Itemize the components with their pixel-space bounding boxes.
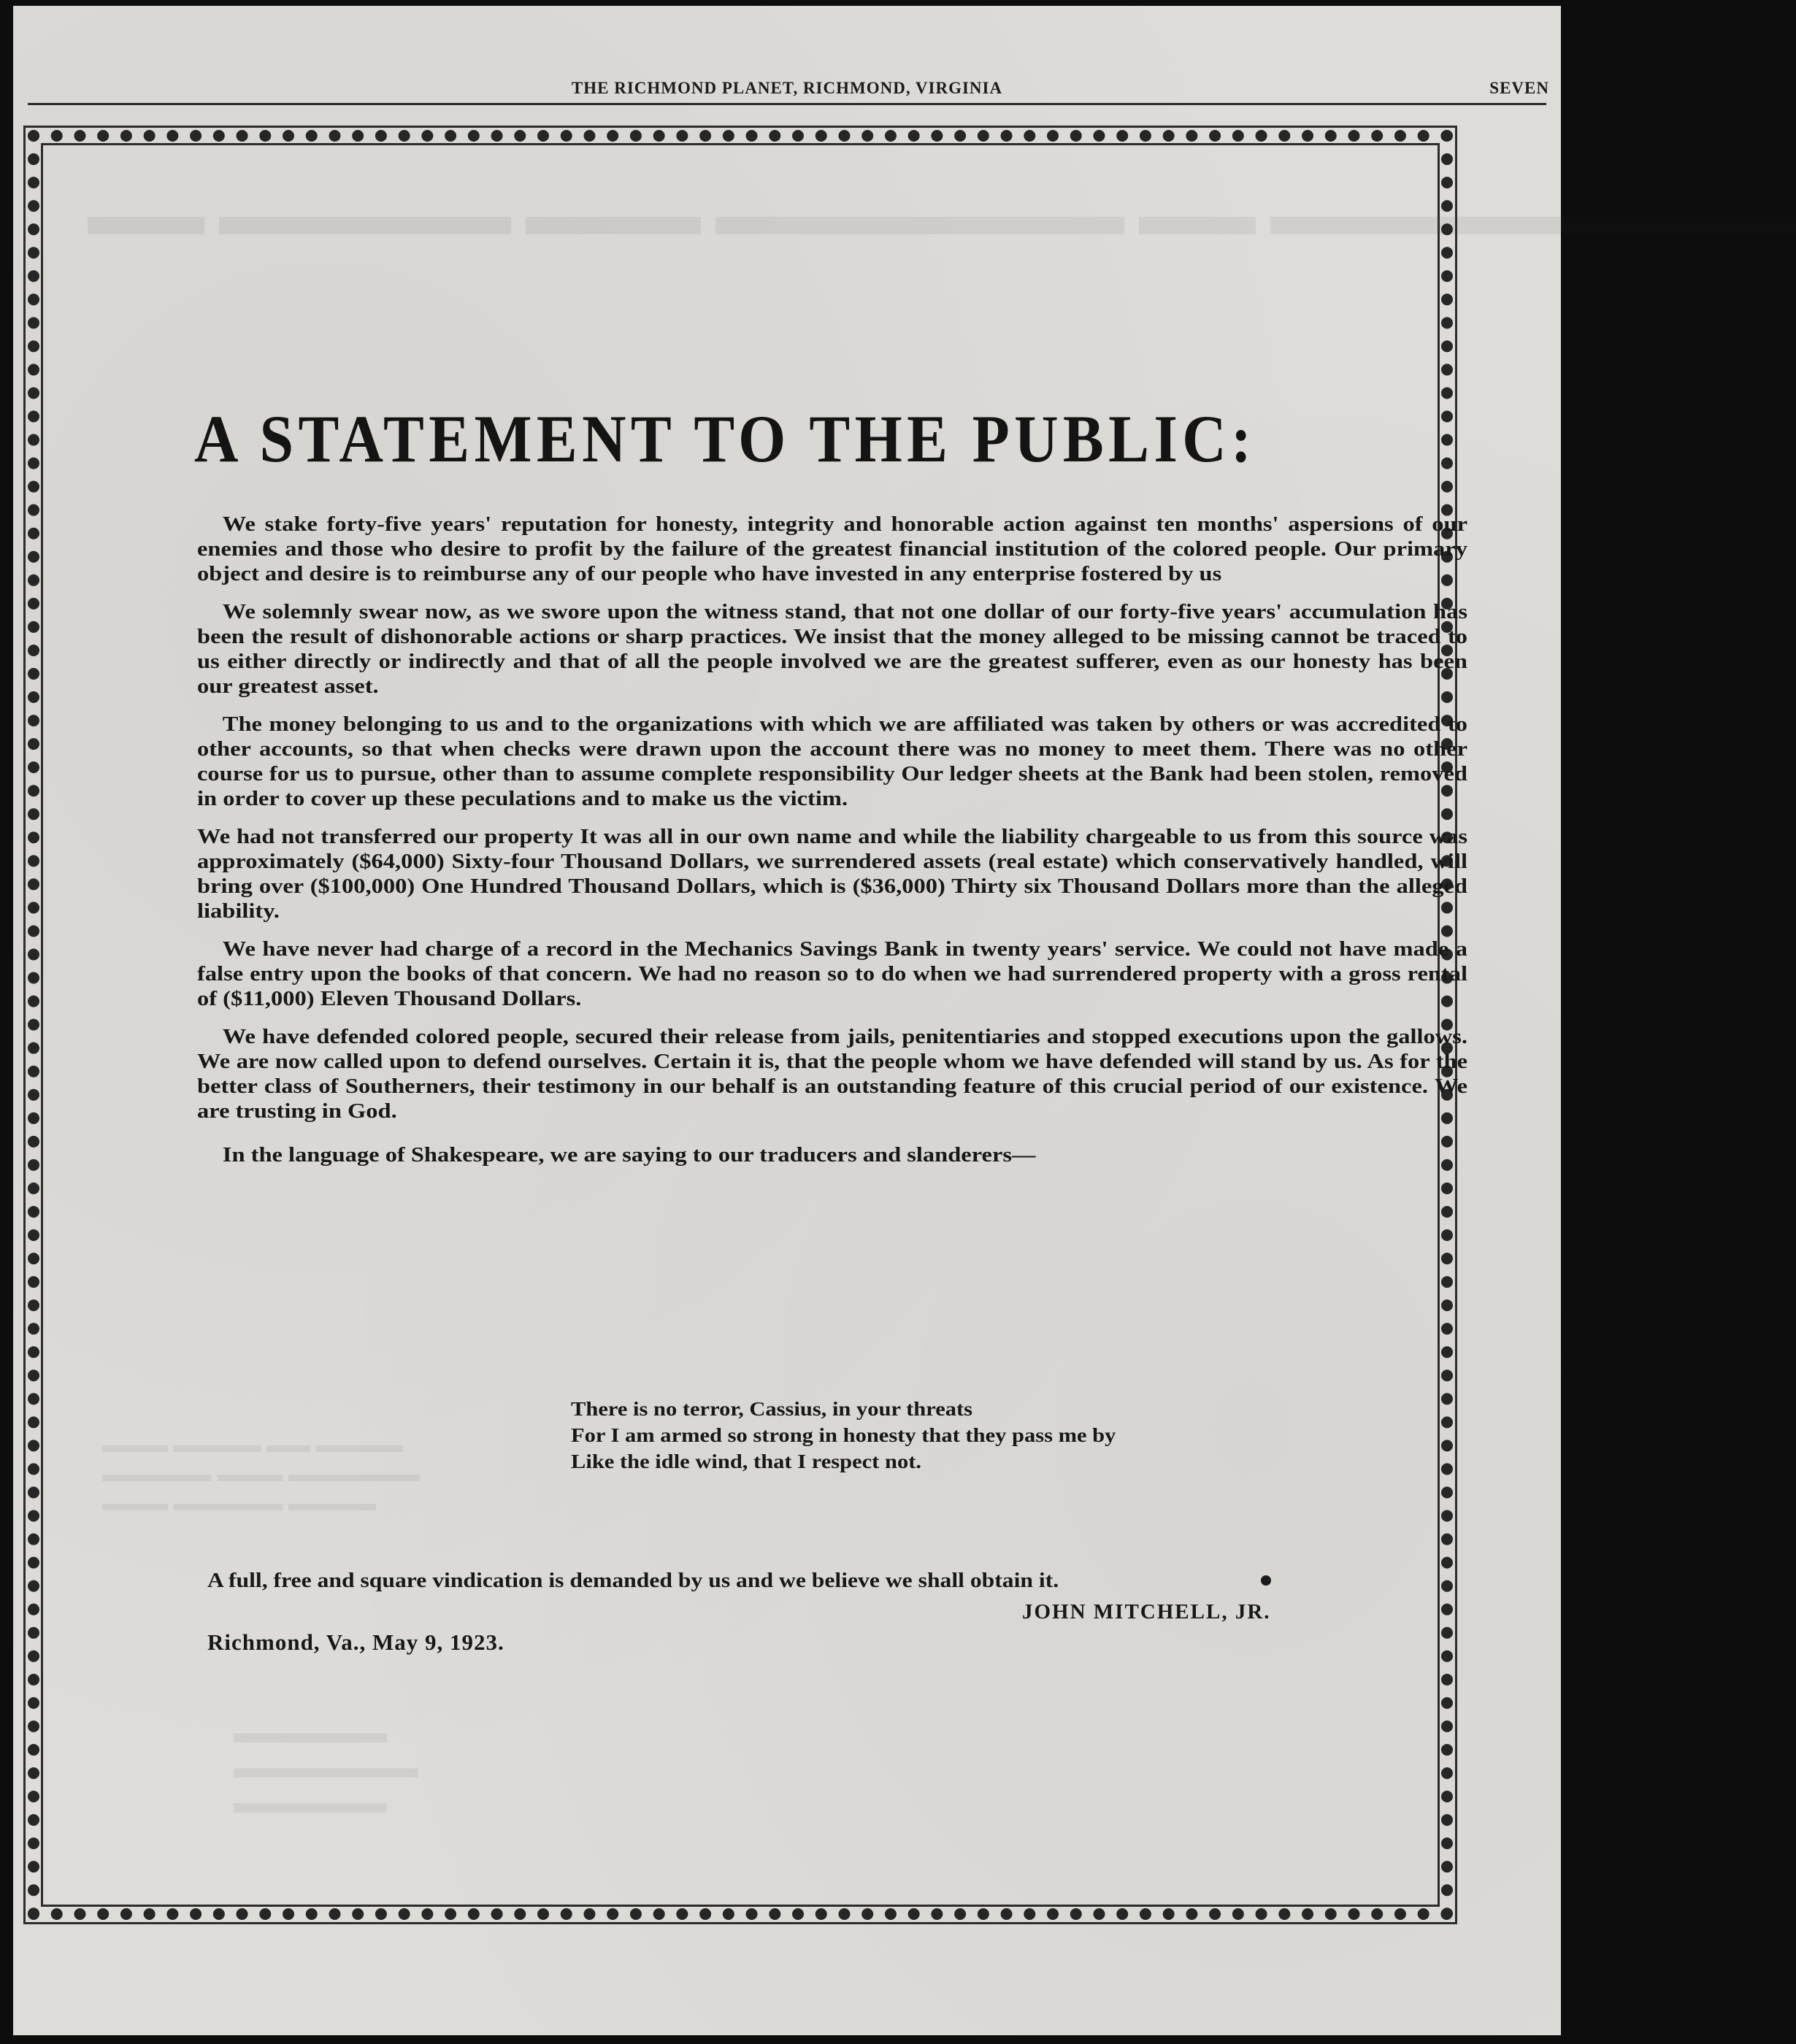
- closing-statement: A full, free and square vindication is demanded by us and we believe we shall obtain it.: [207, 1570, 1059, 1592]
- paragraph: We stake forty-five years' reputation for honesty, integrity and honorable action against ten months' aspersions of our enemies and those who desire to profit by the failure of the greatest financial institution of the colored people. Our primary object and desire is to reimburse any of our people who have invested in any enterprise fostered by us: [197, 513, 1467, 585]
- paragraph: We solemnly swear now, as we swore upon the witness stand, that not one dollar of our forty-five years' accumulation has been the result of dishonorable actions or sharp practices. We insist that the money alleged to be missing cannot be traced to us either directly or indirectly and that of all the people involved we are the greatest sufferer, even as our honesty has been our greatest asset.: [197, 601, 1467, 698]
- running-head: THE RICHMOND PLANET, RICHMOND, VIRGINIA: [571, 79, 1003, 97]
- page-number: SEVEN: [1489, 79, 1549, 97]
- header-rule: [28, 103, 1546, 105]
- paragraph: The money belonging to us and to the organizations with which we are affiliated was taken by others or was accredited to other accounts, so that when checks were drawn upon the account there was no money to meet them. There was no other course for us to pursue, other than to assume complete responsibility Our ledger sheets at the Bank had been stolen, removed in order to cover up these peculations and to make us the victim.: [197, 713, 1467, 810]
- paragraph: We had not transferred our property It was all in our own name and while the liability chargeable to us from this source was approximately ($64,000) Sixty-four Thousand Dollars, we surrendered assets (real estate) which conservatively handled, will bring over ($100,000) One Hundred Thousand Dollars, which is ($36,000) Thirty six Thousand Dollars more than the alleged liability.: [197, 826, 1467, 923]
- quote-line: For I am armed so strong in honesty that they pass me by: [571, 1424, 1116, 1446]
- bleed-through-text: ▬▬▬ ▬▬▬▬ ▬▬ ▬▬▬▬ ▬▬▬▬▬ ▬▬▬ ▬▬▬▬▬▬ ▬▬▬ ▬▬▬▬▬ ▬▬▬▬: [102, 1433, 420, 1515]
- ad-body: [197, 512, 1467, 1181]
- bleed-through-text: ▬▬▬▬▬ ▬▬▬▬▬▬ ▬▬▬▬▬: [234, 1716, 418, 1820]
- bleed-through-text: ▬▬ ▬▬▬▬▬ ▬▬▬ ▬▬▬▬▬▬▬ ▬▬ ▬▬▬▬▬▬▬▬▬: [88, 183, 1796, 247]
- signature: JOHN MITCHELL, JR.: [1022, 1600, 1271, 1624]
- shakespeare-quote: [571, 1396, 1116, 1475]
- shakespeare-lead: In the language of Shakespeare, we are saying to our traducers and slanderers—: [222, 1144, 1036, 1167]
- dateline: Richmond, Va., May 9, 1923.: [207, 1629, 504, 1655]
- quote-line: Like the idle wind, that I respect not.: [571, 1451, 921, 1472]
- ink-blot: [1261, 1575, 1271, 1586]
- quote-line: There is no terror, Cassius, in your threats: [571, 1398, 973, 1420]
- paragraph: We have defended colored people, secured their release from jails, penitentiaries and stopped executions upon the gallows. We are now called upon to defend ourselves. Certain it is, that the people whom we have defended will stand by us. As for the better class of Southerners, their testimony in our behalf is an outstanding feature of this crucial period of our existence. We are trusting in God.: [197, 1026, 1467, 1123]
- paragraph: We have never had charge of a record in the Mechanics Savings Bank in twenty years' service. We could not have made a false entry upon the books of that concern. We had no reason so to do when we had surrendered property with a gross rental of ($11,000) Eleven Thousand Dollars.: [197, 938, 1467, 1010]
- ad-headline: A STATEMENT TO THE PUBLIC:: [194, 402, 1256, 476]
